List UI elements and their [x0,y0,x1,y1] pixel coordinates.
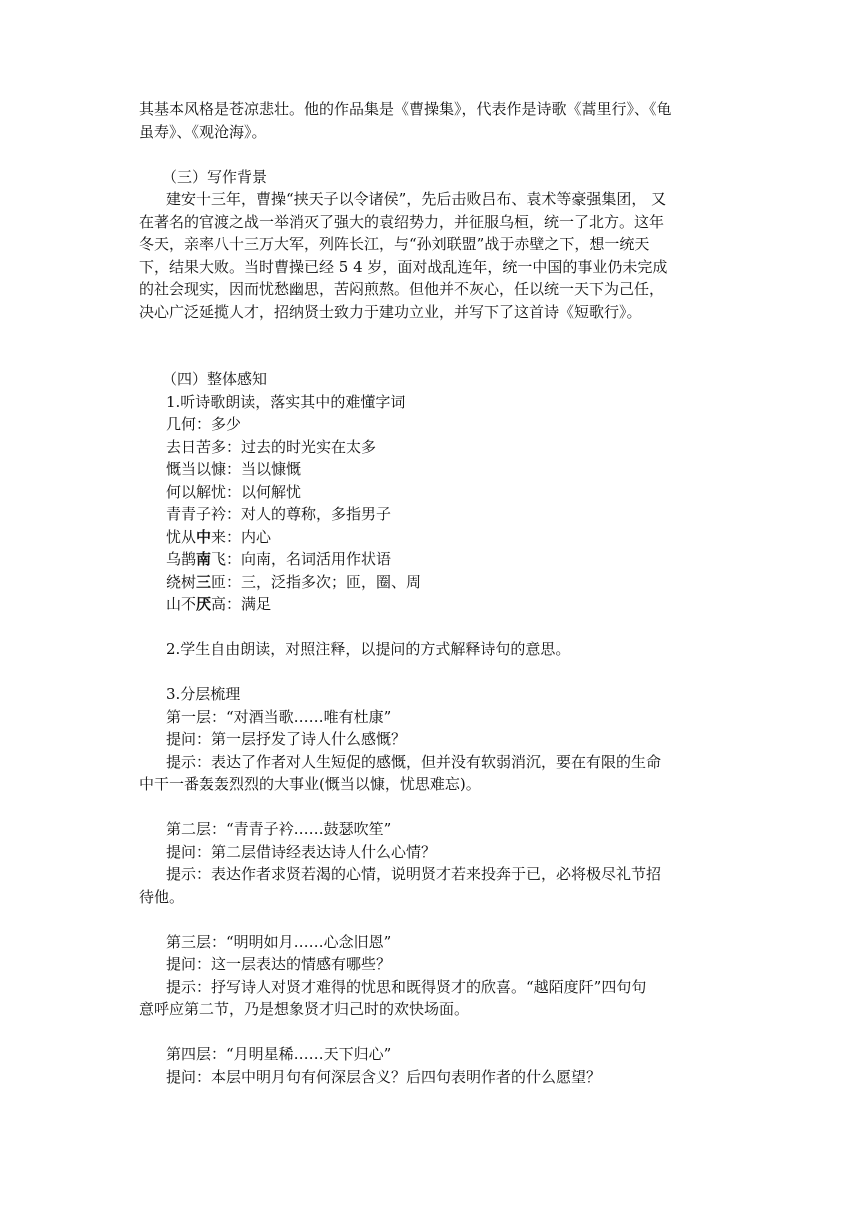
paragraph-line: 在著名的官渡之战一举消灭了强大的袁绍势力，并征服乌桓，统一了北方。这年 [139,212,665,231]
layer-title: 第三层：“明明如月……心念旧恩” [166,932,392,951]
paragraph-line: 建安十三年，曹操“挟天子以令诸侯”，先后击败吕布、袁术等豪强集团， 又 [166,190,667,208]
paragraph-line: 的社会现实，因而忧愁幽思，苦闷煎熬。但他并不灰心，任以统一天下为己任， [139,280,665,298]
vocab-list [139,413,719,616]
intro-line-2: 虽寿》、《观沧海》。 [139,122,267,141]
intro-line-1: 其基本风格是苍凉悲壮。他的作品集是《曹操集》，代表作是诗歌《蒿里行》、《龟 [139,100,672,118]
spacer [139,143,719,166]
layer-hint: 提示：表达了作者对人生短促的感慨，但并没有软弱消沉，要在有限的生命 [166,752,662,771]
spacer [139,1021,719,1044]
layer-hint: 提示：抒写诗人对贤才难得的忧思和既得贤才的欣喜。“越陌度阡”四句句 [166,977,647,996]
layer-3 [139,931,719,1021]
paragraph-line: 下，结果大败。当时曹操已经 5 4 岁，面对战乱连年，统一中国的事业仍未完成 [139,257,668,276]
paragraph-line: 冬天，亲率八十三万大军，列阵长江，与“孙刘联盟”战于赤壁之下，想一统天 [139,235,650,253]
spacer [139,323,719,368]
layer-4 [139,1043,719,1088]
vocab-item: 乌鹊南飞：向南，名词活用作状语 [166,550,392,568]
vocab-item: 几何：多少 [166,415,242,433]
layer-hint: 意呼应第二节，乃是想象贤才归己时的欢快场面。 [139,1000,470,1018]
layer-2 [139,818,719,908]
section-heading-overall: （四）整体感知 [162,370,268,388]
spacer [139,616,719,639]
layer-question: 提问：第一层抒发了诗人什么感慨？ [166,730,407,748]
vocab-item: 忧从中来：内心 [166,527,272,546]
vocab-item: 青青子衿：对人的尊称，多指男子 [166,505,392,523]
layer-hint: 中干一番轰轰烈烈的大事业(慨当以慷，忧思难忘)。 [139,775,481,793]
section-heading-background: （三）写作背景 [162,167,268,186]
spacer [139,908,719,931]
layer-question: 提问：本层中明月句有何深层含义？后四句表明作者的什么愿望？ [166,1067,602,1086]
vocab-item: 何以解忧：以何解忧 [166,482,302,501]
task-2: 2.学生自由朗读，对照注释，以提问的方式解释诗句的意思。 [166,640,571,658]
layer-hint: 待他。 [139,887,185,906]
layer-question: 提问：第二层借诗经表达诗人什么心情？ [166,842,437,861]
layer-hint: 提示：表达作者求贤若渴的心情，说明贤才若来投奔于已，必将极尽礼节招 [166,865,662,883]
spacer [139,796,719,819]
vocab-item: 慨当以慷：当以慷慨 [166,460,302,478]
paragraph-line: 决心广泛延揽人才，招纳贤士致力于建功立业，并写下了这首诗《短歌行》。 [139,302,642,321]
layer-question: 提问：这一层表达的情感有哪些？ [166,955,392,973]
task-3: 3.分层梳理 [166,685,241,703]
vocab-item: 绕树三匝：三，泛指多次；匝，圈、周 [166,572,422,591]
layer-title: 第一层：“对酒当歌……唯有杜康” [166,707,392,726]
spacer [139,661,719,684]
vocab-item: 山不厌高：满足 [166,595,272,613]
layer-1 [139,706,719,796]
layer-title: 第二层：“青青子衿……鼓瑟吹笙” [166,820,392,838]
layer-title: 第四层：“月明星稀……天下归心” [166,1045,392,1063]
vocab-item: 去日苦多：过去的时光实在太多 [166,437,377,456]
document-page [139,98,719,1088]
task-1: 1.听诗歌朗读，落实其中的难懂字词 [166,392,406,411]
